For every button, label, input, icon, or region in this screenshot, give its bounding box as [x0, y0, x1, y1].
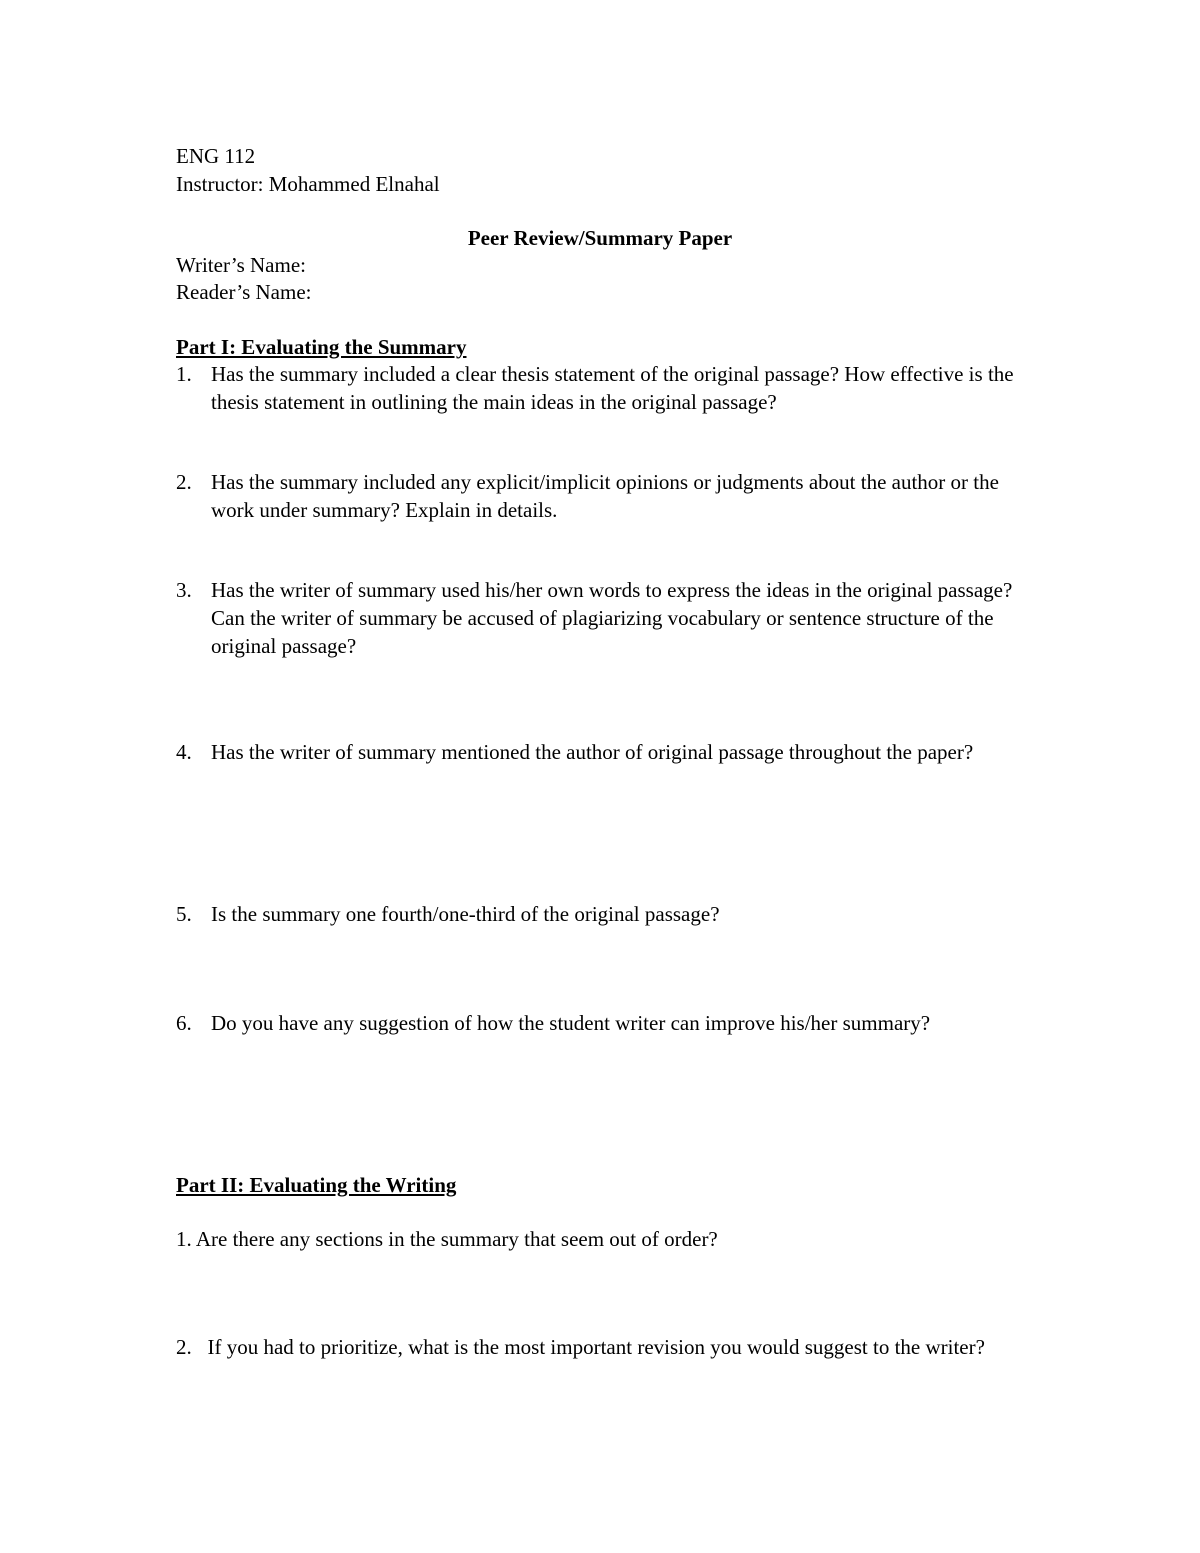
- page-title: Peer Review/Summary Paper: [467, 226, 733, 250]
- question-text: Has the summary included any explicit/implicit opinions or judgments about the author or the work under summary? Explain in details.: [211, 470, 999, 522]
- question-text: Do you have any suggestion of how the student writer can improve his/her summary?: [211, 1011, 931, 1035]
- question-number: 3.: [176, 578, 192, 602]
- writer-name-field: Writer’s Name:: [176, 253, 306, 277]
- course-code: ENG 112: [176, 144, 256, 168]
- question-item: [176, 576, 1036, 660]
- instructor-line: Instructor: Mohammed Elnahal: [176, 172, 440, 196]
- question-item: 1. Are there any sections in the summary that seem out of order?: [176, 1227, 718, 1251]
- question-item: [176, 360, 1036, 416]
- question-item: [176, 468, 1036, 524]
- part2-heading: Part II: Evaluating the Writing: [176, 1173, 457, 1197]
- question-text: Has the writer of summary mentioned the author of original passage throughout the paper?: [211, 740, 974, 764]
- question-text: Is the summary one fourth/one-third of the original passage?: [211, 902, 720, 926]
- question-number: 5.: [176, 902, 192, 926]
- part1-heading: Part I: Evaluating the Summary: [176, 335, 467, 359]
- question-number: 2.: [176, 470, 192, 494]
- question-number: 1.: [176, 362, 192, 386]
- question-number: 4.: [176, 740, 192, 764]
- question-item: 2. If you had to prioritize, what is the most important revision you would suggest to the writer?: [176, 1335, 985, 1359]
- question-item: [176, 1009, 1036, 1037]
- question-item: [176, 900, 1036, 928]
- question-text: Has the summary included a clear thesis statement of the original passage? How effective is the thesis statement in outlining the main ideas in the original passage?: [211, 362, 1014, 414]
- question-item: [176, 738, 1036, 766]
- question-number: 6.: [176, 1011, 192, 1035]
- question-text: Has the writer of summary used his/her own words to express the ideas in the original passage? Can the writer of summary be accused of plagiarizing vocabulary or sentence structure of the original passage?: [211, 578, 1013, 658]
- reader-name-field: Reader’s Name:: [176, 280, 312, 304]
